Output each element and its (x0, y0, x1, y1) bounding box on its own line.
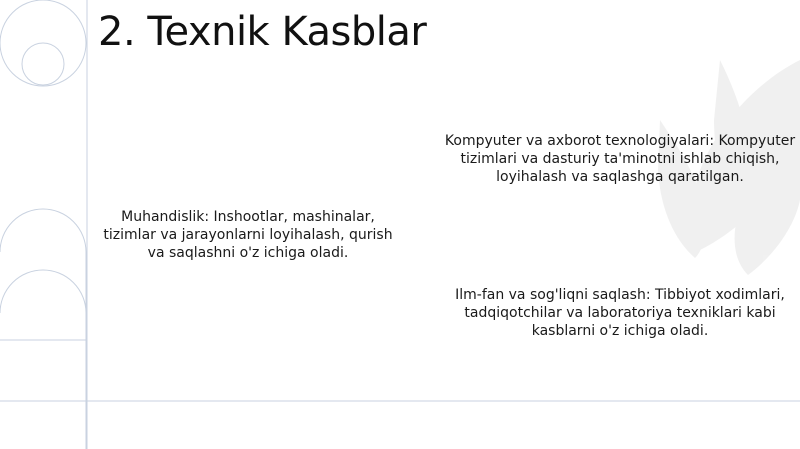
top-small-circle (22, 43, 64, 85)
slide-title: 2. Texnik Kasblar (98, 9, 427, 55)
upper-arch (0, 209, 86, 449)
engineering-text-block: Muhandislik: Inshootlar, mashinalar, tizimlar va jarayonlarni loyihalash, qurish va saqlashni o'z ichiga oladi. (103, 209, 393, 261)
it-text-block: Kompyuter va axborot texnologiyalari: Kompyuter tizimlari va dasturiy ta'minotni ishlab chiqish, loyihalash va saqlashga qaratilgan. (444, 133, 796, 185)
health-science-text-block: Ilm-fan va sog'liqni saqlash: Tibbiyot xodimlari, tadqiqotchilar va laboratoriya texniklari kabi kasblarni o'z ichiga oladi. (455, 287, 785, 339)
lower-arch (0, 270, 86, 313)
